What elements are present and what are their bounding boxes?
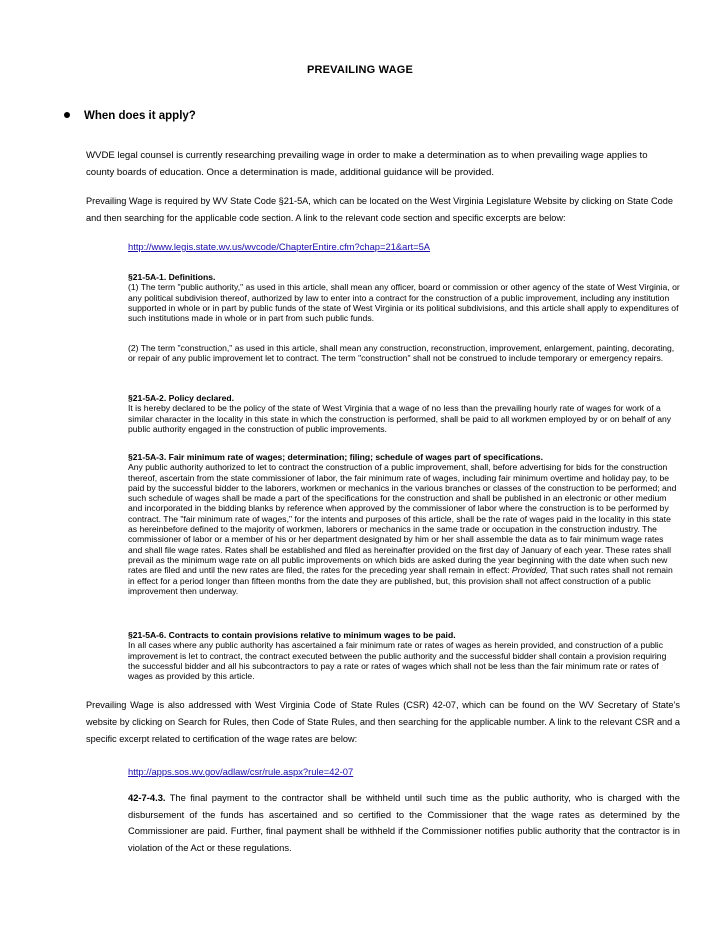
csr-paragraph: Prevailing Wage is also addressed with West Virginia Code of State Rules (CSR) 42-07, which can be found on the WV Secretary of State’s website by clicking on Search for Rules, then Code of State Rules, and then searching for the applicable number. A link to the relevant CSR and a specific excerpt related to certification of the wage rates are below: xyxy=(86,700,680,744)
statute-21-5a-1-part2 xyxy=(128,343,680,364)
intro-paragraph: WVDE legal counsel is currently researching prevailing wage in order to make a determination as to when prevailing wage applies to county boards of education. Once a determination is made, additional guidance will be provided. xyxy=(86,150,648,178)
statute-heading: §21-5A-2. Policy declared. xyxy=(128,393,235,403)
bullet-icon xyxy=(64,112,70,118)
wv-code-paragraph: Prevailing Wage is required by WV State Code §21-5A, which can be located on the West Virginia Legislature Website by clicking on State Code and then searching for the applicable code section. A link to the relevant code section and specific excerpts are below: xyxy=(86,196,673,223)
statute-heading: §21-5A-3. Fair minimum rate of wages; determination; filing; schedule of wages part of specifications. xyxy=(128,452,543,462)
statute-heading: §21-5A-1. Definitions. xyxy=(128,272,216,282)
statute-21-5a-2 xyxy=(128,393,680,434)
csr-excerpt-body: The final payment to the contractor shall be withheld until such time as the public authority, who is charged with the disbursement of the funds has ascertained and so certified to the Commissioner that the wage rates as determined by the Commissioner are paid. Further, final payment shall be withheld if the Commissioner notifies public authority that the contractor is in violation of the Act or these regulations. xyxy=(128,792,680,853)
csr-link[interactable]: http://apps.sos.wv.gov/adlaw/csr/rule.aspx?rule=42-07 xyxy=(128,766,354,777)
csr-excerpt-number: 42-7-4.3. xyxy=(128,792,166,803)
statute-body: (2) The term "construction," as used in this article, shall mean any construction, reconstruction, improvement, enlargement, painting, decorating, or repair of any public improvement let to contract. The term "construction" shall not be construed to include temporary or emergency repairs. xyxy=(128,343,675,364)
statute-21-5a-3 xyxy=(128,452,680,596)
statute-21-5a-6 xyxy=(128,630,680,681)
statute-21-5a-1 xyxy=(128,272,680,323)
wv-code-link[interactable]: http://www.legis.state.wv.us/wvcode/ChapterEntire.cfm?chap=21&art=5A xyxy=(128,241,431,252)
section-heading xyxy=(64,110,196,122)
statute-body: It is hereby declared to be the policy of the state of West Virginia that a wage of no less than the prevailing hourly rate of wages for work of a similar character in the locality in this state in which the construction is performed, shall be paid to all workmen employed by or on behalf of any public authority engaged in the construction of public improvements. xyxy=(128,403,672,434)
section-heading-text: When does it apply? xyxy=(84,110,196,122)
statute-body-continued: That such rates shall not remain in effect for a period longer than fifteen months from the date they are published, but, this provision shall not affect construction of a public improvement then underway. xyxy=(128,565,673,596)
page-title: PREVAILING WAGE xyxy=(306,64,414,76)
statute-body: Any public authority authorized to let to contract the construction of a public improvement, shall, before advertising for bids for the construction thereof, ascertain from the state commissioner of labor, the fair minimum rate of wages, including fair minimum overtime and holiday pay, to be paid by the successful bidder to the laborers, workmen or mechanics in the various branches or classes of the construction to be performed; and such schedule of wages shall be made a part of the specifications for the construction and shall be published in an electronic or other medium and incorporated in the bidding blanks by reference when approved by the commissioner of labor where the construction is to be performed by contract. The "fair minimum rate of wages," for the intents and purposes of this article, shall be the rate of wages paid in the locality in this state as hereinbefore defined to the majority of workmen, laborers or mechanics in the same trade or occupation in the construction industry. The commissioner of labor or a member of his or her department designated by him or her shall assemble the data as to fair minimum wage rates and shall file wage rates. Rates shall be established and filed as hereinafter provided on the first day of January of each year. These rates shall prevail as the minimum wage rate on all public improvements on which bids are asked during the year beginning with the date when such new rates are filed and until the new rates are filed, the rates for the preceding year shall remain in effect: xyxy=(128,462,677,576)
statute-heading: §21-5A-6. Contracts to contain provisions relative to minimum wages to be paid. xyxy=(128,630,456,640)
statute-italic: Provided, xyxy=(511,565,549,576)
csr-excerpt xyxy=(128,790,680,856)
statute-body: In all cases where any public authority has ascertained a fair minimum rate or rates of wages as herein provided, and construction of a public improvement is let to contract, the contract executed between the public authority and the successful bidder shall contain a provision requiring the successful bidder and all his subcontractors to pay a rate or rates of wages which shall not be less than the fair minimum rate or rates of wages as provided by this article. xyxy=(128,640,667,682)
statute-body: (1) The term "public authority," as used in this article, shall mean any officer, board or commission or other agency of the state of West Virginia, or any political subdivision thereof, authorized by law to enter into a contract for the construction of a public improvement, including any institution supported in whole or in part by public funds of the state of West Virginia or its political subdivisions, and this article shall apply to expenditures of such institutions made in whole or in part from such public funds. xyxy=(128,282,680,324)
